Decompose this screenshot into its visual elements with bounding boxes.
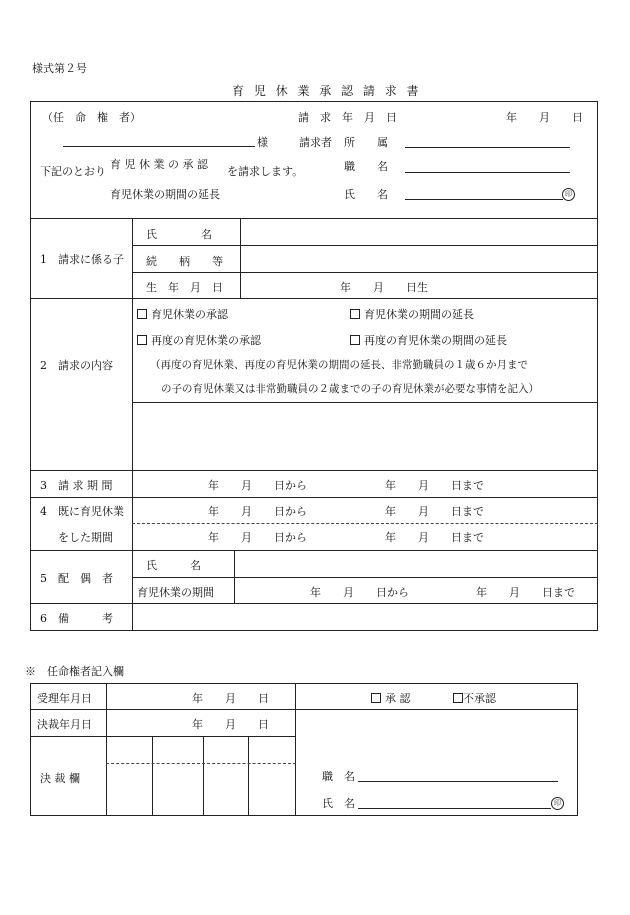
received-date-value: 年 月 日	[192, 692, 269, 705]
period-to: 年 月 日まで	[385, 479, 484, 492]
reason-field[interactable]	[134, 404, 596, 468]
child-birth-value: 年 月 日生	[340, 281, 428, 294]
approval-column-label: 決 裁 欄	[40, 772, 80, 785]
received-date-label: 受理年月日	[37, 692, 92, 705]
approver-name-label: 氏 名	[322, 797, 355, 810]
name-label: 氏 名	[344, 188, 388, 201]
period-from: 年 月 日から	[208, 479, 307, 492]
spouse-period-label: 育児休業の期間	[137, 586, 214, 599]
disapprove-option[interactable]: 不承認	[453, 690, 496, 706]
section6-label: 6 備 考	[40, 612, 113, 625]
checkbox-icon[interactable]	[350, 335, 360, 345]
request-date-value: 年 月 日	[506, 111, 583, 124]
approver-seal-mark: 印	[551, 797, 564, 810]
approver-name-line[interactable]	[358, 808, 551, 809]
option-re-extension[interactable]: 再度の育児休業の期間の延長	[350, 332, 507, 348]
section5-label: 5 配 偶 者	[40, 572, 113, 585]
prior-period-from: 年 月 日から	[208, 505, 307, 518]
prior-period-to-2: 年 月 日まで	[385, 531, 484, 544]
request-prefix: 下記のとおり	[40, 165, 106, 178]
checkbox-icon[interactable]	[137, 309, 147, 319]
checkbox-icon[interactable]	[371, 693, 381, 703]
section2-label: 2 請求の内容	[40, 359, 113, 372]
option-approval[interactable]: 育児休業の承認	[137, 306, 228, 322]
decision-date-label: 決裁年月日	[37, 718, 92, 731]
seal-mark: 印	[562, 188, 575, 201]
approver-title-label: 職 名	[322, 770, 355, 783]
form-number: 様式第２号	[32, 62, 87, 75]
requester-label: 請求者	[299, 136, 332, 149]
form-title: 育 児 休 業 承 認 請 求 書	[232, 84, 422, 98]
checkbox-icon[interactable]	[350, 309, 360, 319]
child-relation-label: 続 柄 等	[146, 255, 223, 268]
title-label: 職 名	[344, 160, 388, 173]
appointer-section-heading: ※ 任命権者記入欄	[25, 665, 124, 678]
option-extension[interactable]: 育児休業の期間の延長	[350, 306, 474, 322]
title-line[interactable]	[405, 172, 570, 173]
section3-label: 3 請 求 期 間	[40, 479, 113, 492]
addressee-line[interactable]	[63, 146, 255, 147]
section1-label: 1 請求に係る子	[40, 253, 124, 266]
checkbox-icon[interactable]	[137, 335, 147, 345]
reason-note-line2: の子の育児休業又は非常勤職員の２歳までの子の育児休業が必要な事情を記入）	[161, 383, 539, 395]
option-re-approval[interactable]: 再度の育児休業の承認	[137, 332, 261, 348]
appointer-label: （任 命 権 者）	[42, 111, 141, 124]
spouse-period-from: 年 月 日から	[310, 586, 409, 599]
approver-title-line[interactable]	[358, 781, 558, 782]
decision-date-value: 年 月 日	[192, 718, 269, 731]
section4-label-1: 4 既に育児休業	[40, 505, 124, 518]
child-birth-label: 生 年 月 日	[146, 281, 223, 294]
spouse-period-to: 年 月 日まで	[476, 586, 575, 599]
sama-label: 様	[257, 136, 268, 149]
affiliation-line[interactable]	[405, 147, 570, 148]
request-option-extension: 育児休業の期間の延長	[110, 188, 220, 201]
request-date-label: 請 求 年 月 日	[298, 111, 397, 124]
name-line[interactable]	[405, 199, 563, 200]
reason-note-line1: （再度の育児休業、再度の育児休業の期間の延長、非常勤職員の１歳６か月まで	[150, 359, 528, 371]
prior-period-from-2: 年 月 日から	[208, 531, 307, 544]
section4-label-2: をした期間	[58, 531, 113, 544]
spouse-name-label: 氏 名	[146, 559, 201, 572]
request-suffix: を請求します。	[227, 165, 304, 178]
affiliation-label: 所 属	[344, 136, 388, 149]
checkbox-icon[interactable]	[453, 693, 463, 703]
approve-option[interactable]: 承 認	[371, 690, 411, 706]
prior-period-to: 年 月 日まで	[385, 505, 484, 518]
child-name-label: 氏 名	[146, 228, 212, 241]
request-option-approval: 育 児 休 業 の 承 認	[110, 158, 208, 171]
